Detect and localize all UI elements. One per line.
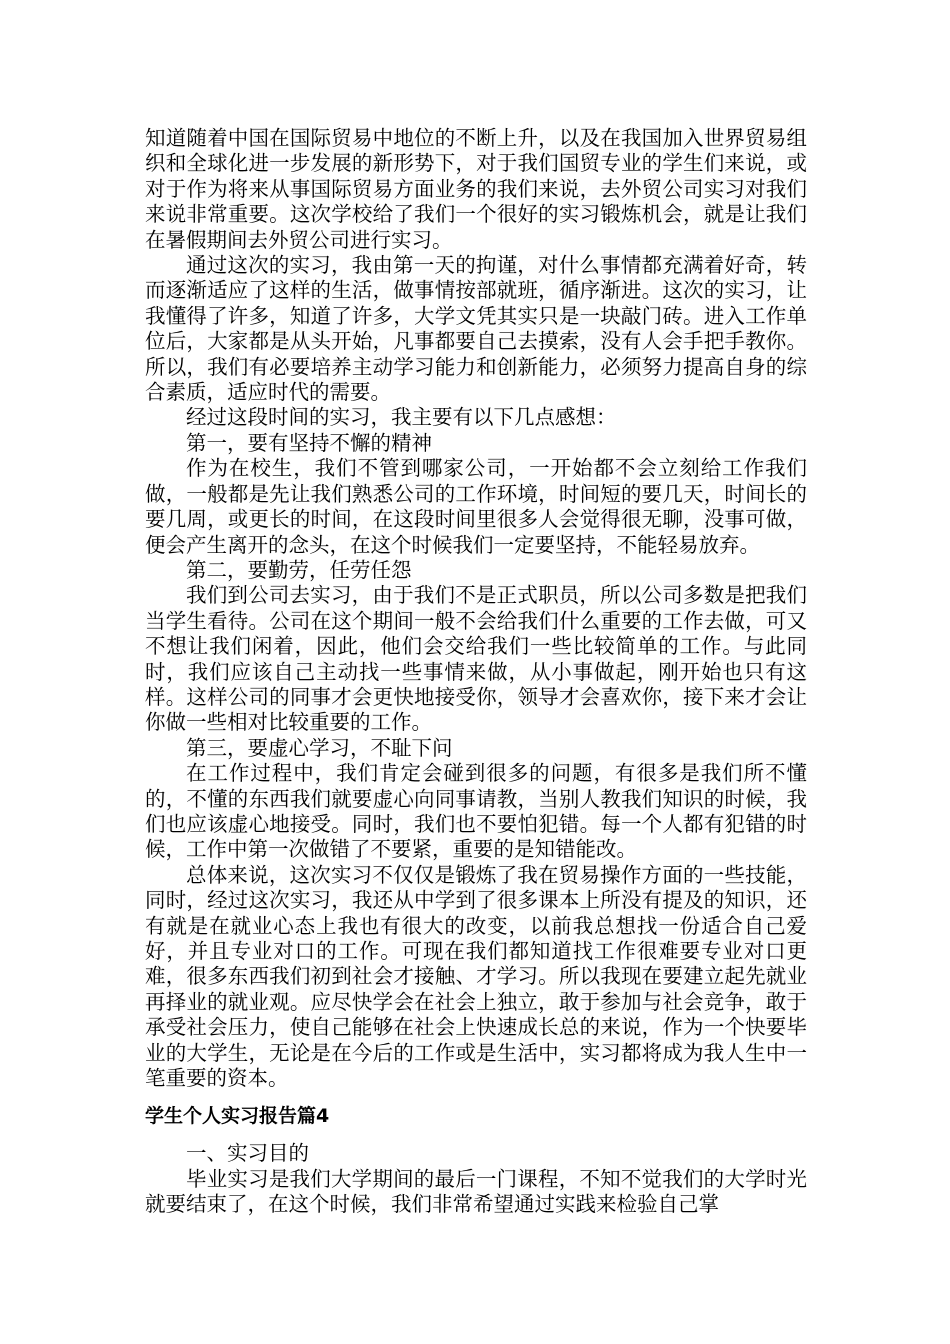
paragraph: 知道随着中国在国际贸易中地位的不断上升，以及在我国加入世界贸易组织和全球化进一步发展的新形势下，对于我们国贸专业的学生们来说，或对于作为将来从事国际贸易方面业务的我们来说，去外贸公司实习对我们来说非常重要。这次学校给了我们一个很好的实习锻炼机会，就是让我们在暑假期间去外贸公司进行实习。 — [145, 126, 807, 252]
paragraph: 我们到公司去实习，由于我们不是正式职员，所以公司多数是把我们当学生看待。公司在这个期间一般不会给我们什么重要的工作去做，可又不想让我们闲着，因此，他们会交给我们一些比较简单的工作。与此同时，我们应该自己主动找一些事情来做，从小事做起，刚开始也只有这样。这样公司的同事才会更快地接受你，领导才会喜欢你，接下来才会让你做一些相对比较重要的工作。 — [145, 583, 807, 735]
paragraph: 在工作过程中，我们肯定会碰到很多的问题，有很多是我们所不懂的，不懂的东西我们就要虚心向同事请教，当别人教我们知识的时候，我们也应该虚心地接受。同时，我们也不要怕犯错。每一个人都有犯错的时候，工作中第一次做错了不要紧，重要的是知错能改。 — [145, 761, 807, 862]
paragraph: 作为在校生，我们不管到哪家公司，一开始都不会立刻给工作我们做，一般都是先让我们熟悉公司的工作环境，时间短的要几天，时间长的要几周，或更长的时间，在这段时间里很多人会觉得很无聊，没事可做，便会产生离开的念头，在这个时候我们一定要坚持，不能轻易放弃。 — [145, 456, 807, 557]
subheading-third: 第三，要虚心学习，不耻下问 — [186, 735, 453, 760]
section-heading: 学生个人实习报告篇4 — [145, 1105, 330, 1128]
document-page — [145, 126, 807, 1218]
subheading-purpose: 一、实习目的 — [186, 1141, 309, 1166]
paragraph: 毕业实习是我们大学期间的最后一门课程，不知不觉我们的大学时光就要结束了，在这个时候，我们非常希望通过实践来检验自己掌 — [145, 1166, 807, 1217]
subheading-first: 第一，要有坚持不懈的精神 — [186, 430, 432, 455]
paragraph: 通过这次的实习，我由第一天的拘谨，对什么事情都充满着好奇，转而逐渐适应了这样的生活，做事情按部就班，循序渐进。这次的实习，让我懂得了许多，知道了许多，大学文凭其实只是一块敲门砖。进入工作单位后，大家都是从头开始，凡事都要自己去摸索，没有人会手把手教你。所以，我们有必要培养主动学习能力和创新能力，必须努力提高自身的综合素质，适应时代的需要。 — [145, 253, 807, 405]
paragraph: 经过这段时间的实习，我主要有以下几点感想： — [186, 405, 617, 430]
subheading-second: 第二，要勤劳，任劳任怨 — [186, 557, 412, 582]
paragraph: 总体来说，这次实习不仅仅是锻炼了我在贸易操作方面的一些技能，同时，经过这次实习，我还从中学到了很多课本上所没有提及的知识，还有就是在就业心态上我也有很大的改变，以前我总想找一份适合自己爱好，并且专业对口的工作。可现在我们都知道找工作很难要专业对口更难，很多东西我们初到社会才接触、才学习。所以我现在要建立起先就业再择业的就业观。应尽快学会在社会上独立，敢于参加与社会竞争，敢于承受社会压力，使自己能够在社会上快速成长总的来说，作为一个快要毕业的大学生，无论是在今后的工作或是生活中，实习都将成为我人生中一笔重要的资本。 — [145, 862, 807, 1091]
